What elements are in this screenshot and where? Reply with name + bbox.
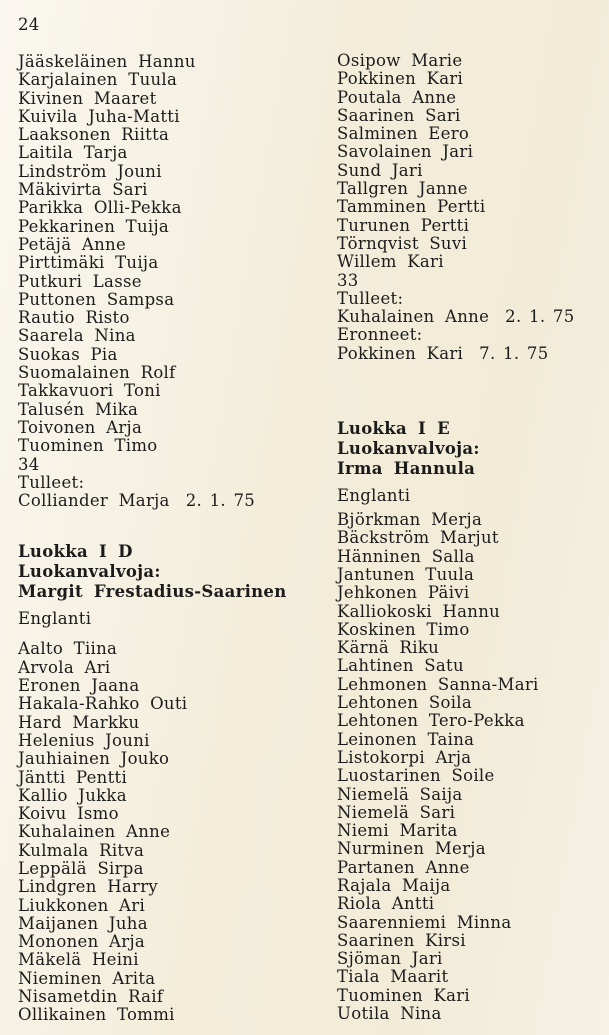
student-name: Takkavuori Toni [18,381,161,401]
student-name: Sjöman Jari [337,949,443,969]
student-name: Niemelä Sari [337,802,456,822]
supervisor-name: Irma Hannula [337,459,476,479]
student-name: Jauhiainen Jouko [18,749,170,769]
arrival-name: Kuhalainen Anne [337,307,490,327]
student-name: Saarela Nina [18,326,136,346]
arrival-date: 2. 1. 75 [505,307,575,327]
student-name: Toivonen Arja [18,417,143,437]
student-name: Lindström Jouni [18,161,162,181]
student-name: Tiala Maarit [337,967,449,987]
student-name: Koivu Ismo [18,804,119,824]
student-name: Koskinen Timo [337,619,470,639]
class-ie-roster [337,511,602,1023]
student-name: Niemelä Saija [337,784,463,804]
student-name: Talusén Mika [18,399,139,419]
student-name: Ollikainen Tommi [18,1005,175,1025]
student-name: Tallgren Janne [337,179,468,199]
student-name: Lehmonen Sanna-Mari [337,674,539,694]
student-name: Osipow Marie [337,51,463,70]
page-number: 24 [18,15,40,34]
student-name: Hakala-Rahko Outi [18,694,188,714]
student-name: Arvola Ari [18,657,111,677]
departure-entry [337,345,602,363]
student-name: Lindgren Harry [18,877,159,897]
student-name: Tuominen Kari [337,985,470,1005]
student-name: Uotila Nina [337,1004,442,1024]
student-name: Savolainen Jari [337,142,474,162]
student-name: Leppälä Sirpa [18,858,144,878]
student-name: Saarenniemi Minna [337,912,512,932]
student-name: Suokas Pia [18,344,118,364]
class-id-roster-continued [337,52,602,272]
arrival-entry [337,308,602,326]
student-name: Jantunen Tuula [337,564,475,584]
student-name: Mäkivirta Sari [18,180,148,200]
student-name: Partanen Anne [337,857,470,877]
student-name: Petäjä Anne [18,234,127,254]
student-name: Salminen Eero [337,124,470,144]
student-name: Hänninen Salla [337,546,475,566]
student-name: Kulmala Ritva [18,840,145,860]
student-name: Hard Markku [18,712,140,732]
student-name: Tuominen Timo [18,436,158,456]
student-name: Riola Antti [337,894,435,914]
student-name: Tamminen Pertti [337,197,486,217]
student-name: Saarinen Sari [337,105,461,125]
departure-name: Pokkinen Kari [337,343,464,363]
left-column [18,0,318,1025]
language-label: Englanti [18,609,92,629]
right-column [337,0,602,1023]
class-ic-roster [18,53,318,456]
student-count: 33 [337,270,359,290]
student-name: Nisametdin Raif [18,987,164,1007]
student-name: Lahtinen Satu [337,656,464,676]
student-name: Leinonen Taina [337,729,475,749]
student-name: Poutala Anne [337,87,457,107]
student-name: Helenius Jouni [18,730,150,750]
departures-label: Eronneet: [337,325,423,345]
student-name: Suomalainen Rolf [18,363,176,383]
student-name: Kallio Jukka [18,785,127,805]
student-name: Putkuri Lasse [18,271,142,291]
departure-date: 7. 1. 75 [479,343,549,363]
class-title: Luokka I D [18,542,133,562]
student-name: Rautio Risto [18,308,130,328]
student-name: Sund Jari [337,160,423,180]
student-name: Jääskeläinen Hannu [18,52,196,71]
language-label: Englanti [337,486,411,506]
arrivals-label: Tulleet: [18,472,85,492]
student-name: Kärnä Riku [337,638,440,658]
student-name: Niemi Marita [337,821,458,841]
student-name: Björkman Merja [337,510,483,530]
student-name: Mäkelä Heini [18,950,139,970]
class-id-roster [18,640,318,1024]
arrival-date: 2. 1. 75 [185,491,256,511]
student-name: Eronen Jaana [18,676,140,696]
student-name: Lehtonen Soila [337,693,473,713]
student-name: Lehtonen Tero-Pekka [337,711,525,731]
student-name: Pokkinen Kari [337,69,464,89]
student-name: Nieminen Arita [18,968,156,988]
student-name: Jäntti Pentti [18,767,128,787]
student-name: Saarinen Kirsi [337,930,466,950]
student-name: Parikka Olli-Pekka [18,198,182,218]
supervisor-label: Luokanvalvoja: [337,439,480,459]
class-title: Luokka I E [337,419,450,439]
student-name: Mononen Arja [18,932,146,952]
student-name: Aalto Tiina [18,639,118,659]
student-name: Kuivila Juha-Matti [18,106,180,126]
student-name: Puttonen Sampsa [18,289,175,309]
arrival-name: Colliander Marja [18,491,170,511]
class-id-section-header [18,542,318,629]
class-ie-section-header [337,419,602,506]
student-name: Liukkonen Ari [18,895,146,915]
student-name: Maijanen Juha [18,913,148,933]
student-name: Kalliokoski Hannu [337,601,501,621]
student-name: Turunen Pertti [337,215,470,235]
student-name: Törnqvist Suvi [337,233,468,253]
student-name: Pirttimäki Tuija [18,253,159,273]
student-name: Pekkarinen Tuija [18,216,170,236]
student-name: Rajala Maija [337,875,451,895]
student-name: Luostarinen Soile [337,766,495,786]
arrivals-label: Tulleet: [337,288,404,308]
supervisor-label: Luokanvalvoja: [18,562,161,582]
student-name: Laaksonen Riitta [18,125,170,145]
student-name: Karjalainen Tuula [18,70,178,90]
arrival-entry [18,492,318,510]
student-name: Bäckström Marjut [337,528,499,548]
student-name: Laitila Tarja [18,143,128,163]
student-name: Jehkonen Päivi [337,583,470,603]
student-count: 34 [18,454,40,474]
student-name: Listokorpi Arja [337,747,472,767]
student-name: Nurminen Merja [337,839,486,859]
student-name: Kivinen Maaret [18,88,157,108]
student-name: Willem Kari [337,252,444,272]
supervisor-name: Margit Frestadius-Saarinen [18,582,287,602]
student-name: Kuhalainen Anne [18,822,171,842]
